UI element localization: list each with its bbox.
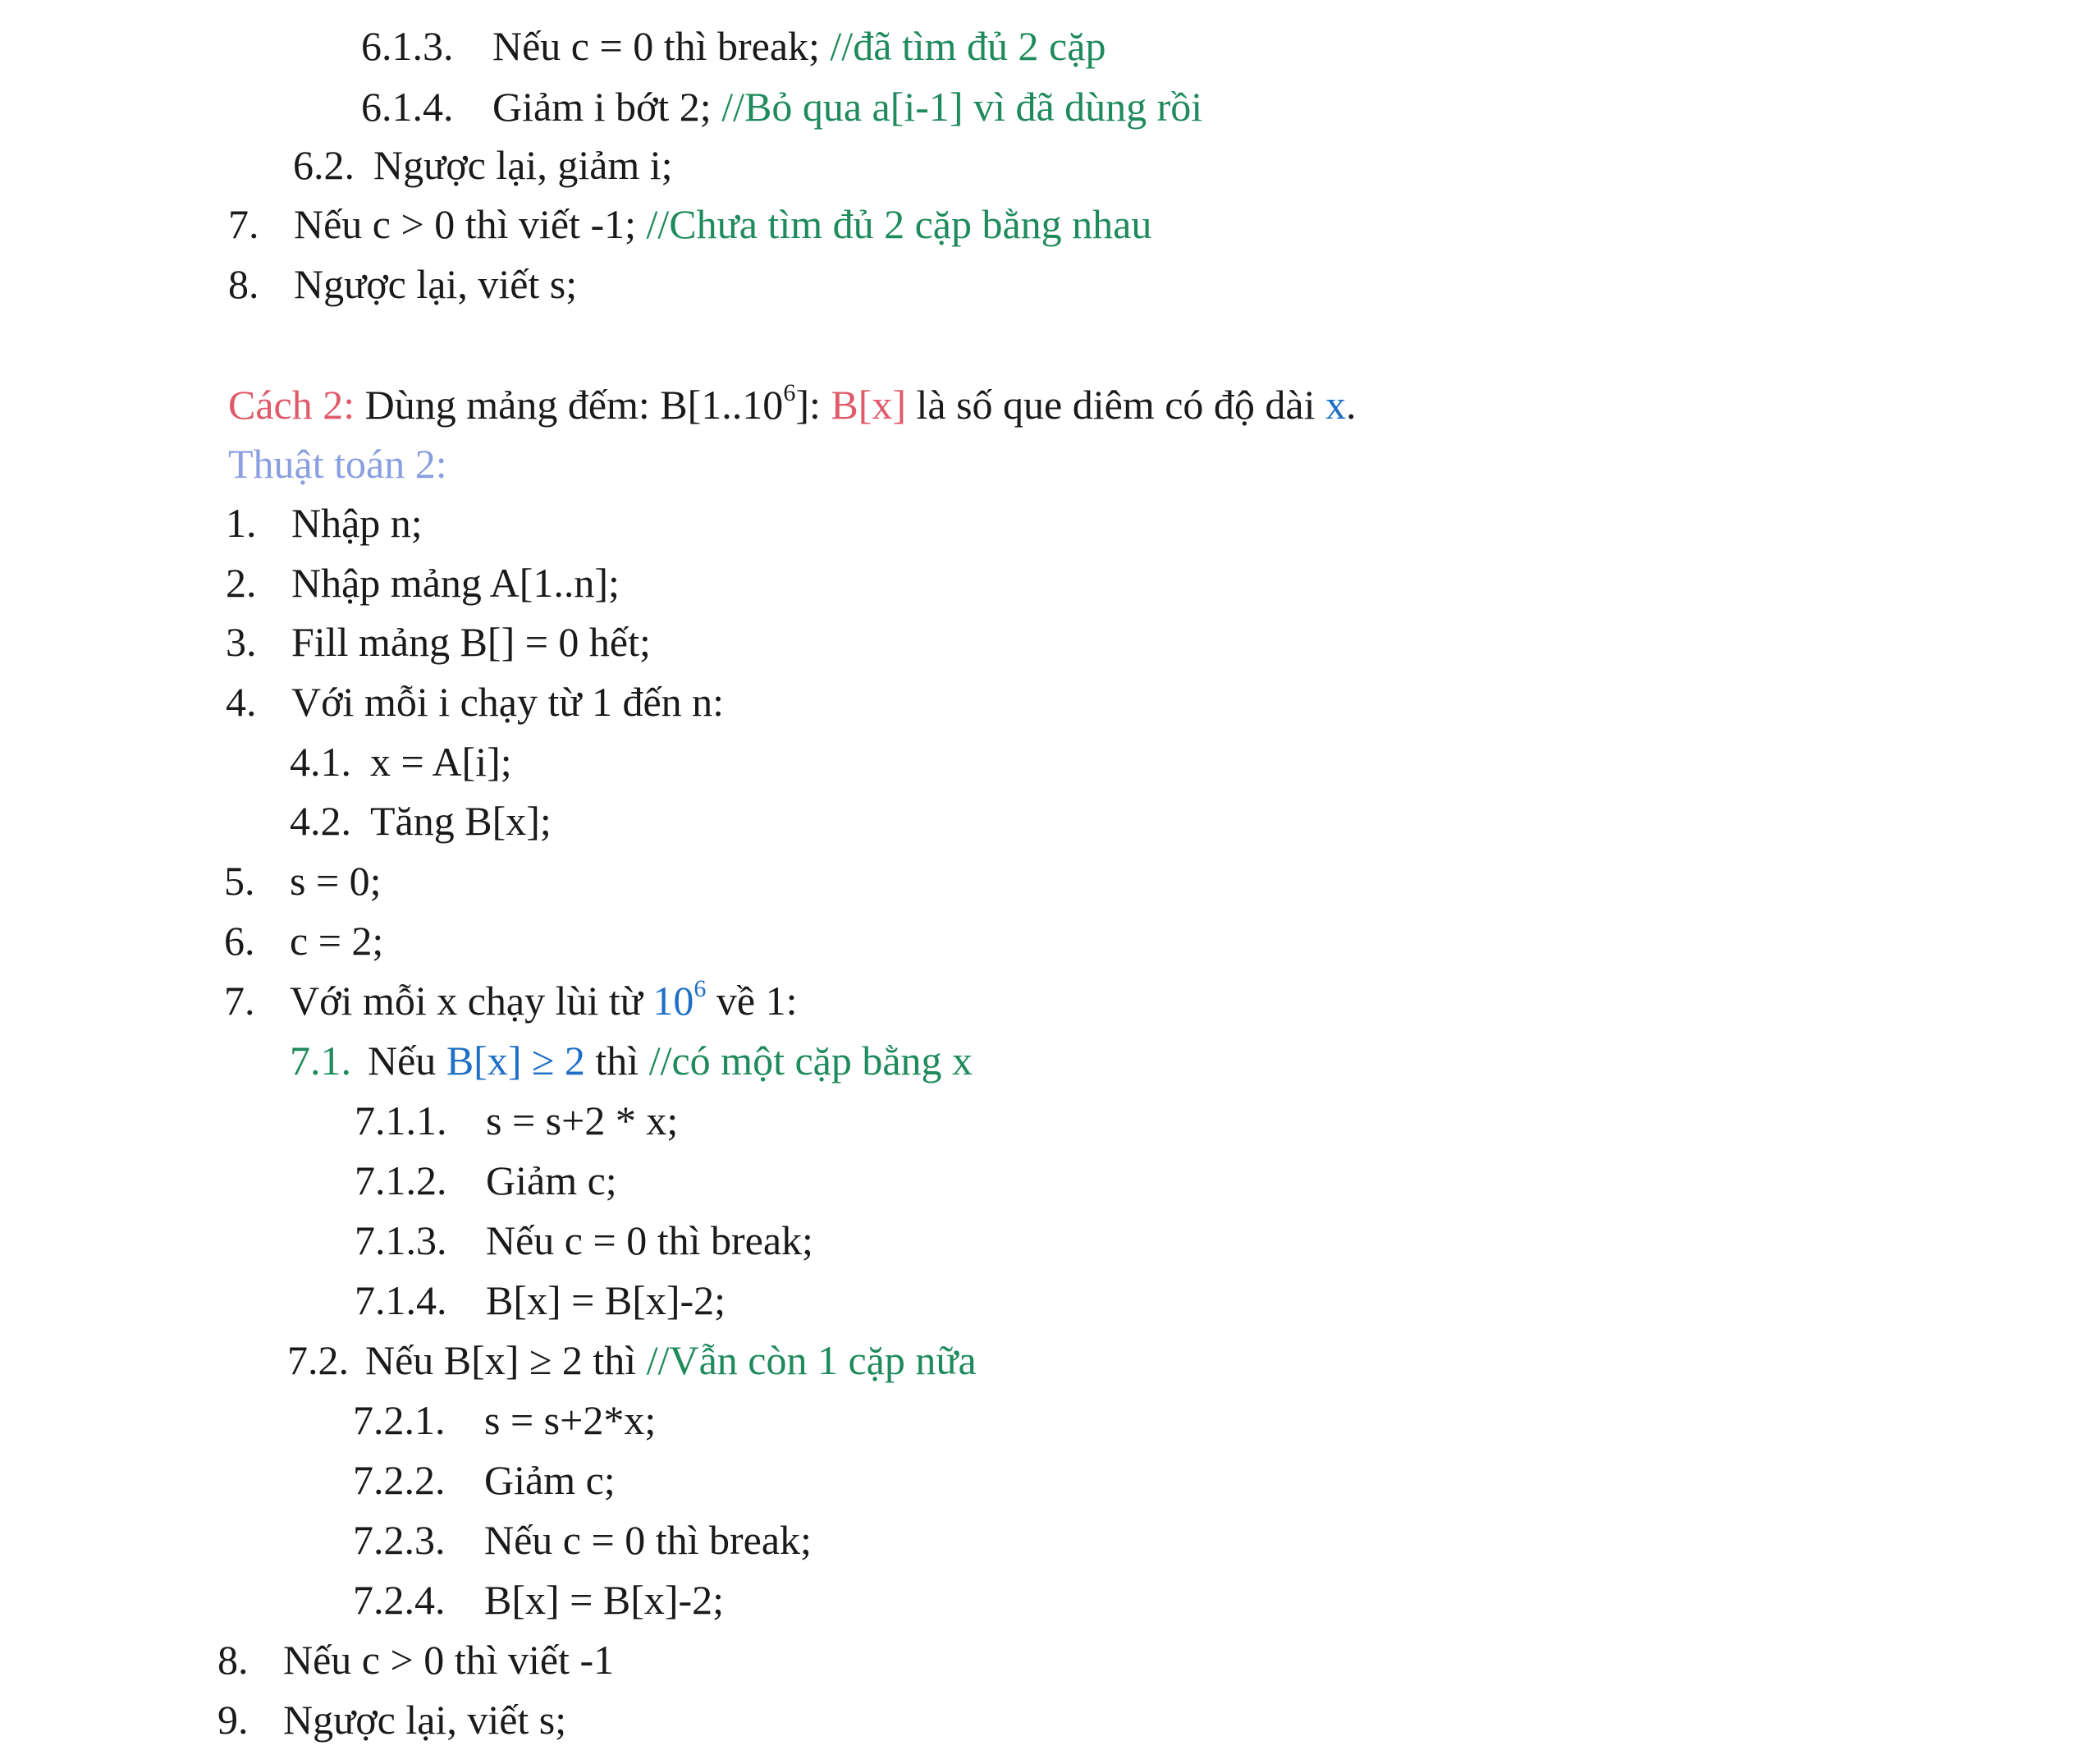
step-number: 5. xyxy=(224,858,255,904)
step-4-2 xyxy=(290,796,552,845)
step-7-2 xyxy=(287,1336,977,1385)
step-text: B[x] = B[x]-2; xyxy=(486,1277,726,1323)
step-number: 4.1. xyxy=(290,739,351,785)
step-text: Nhập mảng A[1..n]; xyxy=(291,560,620,606)
step-number: 2. xyxy=(226,560,257,606)
step-text: Nếu c > 0 thì viết -1 xyxy=(283,1637,615,1683)
step-text: Giảm i bớt 2; xyxy=(492,84,712,130)
step-1 xyxy=(226,498,423,548)
step-text: s = s+2*x; xyxy=(484,1397,657,1443)
step-9 xyxy=(217,1695,566,1744)
step-number: 4.2. xyxy=(290,798,351,844)
step-text: Tăng B[x]; xyxy=(370,798,552,844)
period: . xyxy=(1346,382,1357,428)
method-2-text-b: ]: xyxy=(795,382,821,428)
step-text-a: Với mỗi x chạy lùi từ xyxy=(290,978,643,1024)
step-text: s = s+2 * x; xyxy=(486,1097,679,1143)
exponent: 6 xyxy=(783,379,796,407)
method-2-text-a: Dùng mảng đếm: B[1..10 xyxy=(364,382,784,428)
comment: //có một cặp bằng x xyxy=(648,1038,973,1084)
power-of-ten xyxy=(652,975,707,1024)
step-number: 3. xyxy=(226,619,257,665)
step-6 xyxy=(224,916,383,965)
step-text: Nếu B[x] ≥ 2 thì xyxy=(365,1337,637,1383)
step-8 xyxy=(217,1635,614,1684)
step-condition: B[x] ≥ 2 xyxy=(446,1038,585,1084)
comment: //Bỏ qua a[i-1] vì đã dùng rồi xyxy=(721,84,1203,130)
step-7 xyxy=(224,976,797,1025)
step-text: Nhập n; xyxy=(291,500,423,546)
method-2-text-c: là số que diêm có độ dài xyxy=(916,382,1316,428)
step-text: Ngược lại, giảm i; xyxy=(373,142,673,188)
step-5 xyxy=(224,856,382,905)
step-7-2-2 xyxy=(353,1455,616,1505)
step-text: Với mỗi i chạy từ 1 đến n: xyxy=(291,679,725,725)
comment: //đã tìm đủ 2 cặp xyxy=(830,23,1106,69)
step-7-1-4 xyxy=(355,1276,726,1325)
step-text: Ngược lại, viết s; xyxy=(294,261,578,307)
step-number: 1. xyxy=(226,500,257,546)
step-number: 9. xyxy=(217,1697,249,1743)
step-text: Nếu c > 0 thì viết -1; xyxy=(294,201,636,247)
comment: //Chưa tìm đủ 2 cặp bằng nhau xyxy=(646,201,1152,247)
method-2-description xyxy=(228,380,1357,429)
step-number: 4. xyxy=(226,679,257,725)
power-exponent: 6 xyxy=(694,975,707,1003)
step-text-b: về 1: xyxy=(716,978,798,1024)
step-number: 6.2. xyxy=(293,142,355,188)
method-2-label: Cách 2: xyxy=(228,382,355,428)
step-text: Ngược lại, viết s; xyxy=(283,1697,567,1743)
step-7-2-3 xyxy=(353,1515,812,1565)
step-text: x = A[i]; xyxy=(370,739,512,785)
step-text: Giảm c; xyxy=(486,1157,617,1203)
step-number: 7.1.1. xyxy=(355,1097,447,1143)
step-7-1-1 xyxy=(355,1096,678,1145)
step-6-1-3 xyxy=(361,21,1106,71)
step-text: B[x] = B[x]-2; xyxy=(484,1577,725,1623)
step-7-1-3 xyxy=(355,1216,813,1265)
step-number: 7.1.2. xyxy=(355,1157,447,1203)
array-ref: B[x] xyxy=(831,382,907,428)
step-number: 7. xyxy=(224,978,255,1024)
step-number: 7.1. xyxy=(290,1038,351,1084)
step-number: 7.2.3. xyxy=(353,1517,446,1563)
step-2 xyxy=(226,558,620,607)
step-7-2-4 xyxy=(353,1575,724,1624)
step-7-method1 xyxy=(228,199,1151,249)
step-text: c = 2; xyxy=(290,918,384,964)
step-6-2 xyxy=(293,140,673,190)
step-text: Fill mảng B[] = 0 hết; xyxy=(291,619,651,665)
step-4-1 xyxy=(290,737,512,786)
step-number: 7.2.4. xyxy=(353,1577,446,1623)
step-then: thì xyxy=(595,1038,639,1084)
comment: //Vẫn còn 1 cặp nữa xyxy=(646,1337,977,1383)
step-7-1 xyxy=(290,1036,973,1085)
step-number: 6.1.3. xyxy=(361,23,454,69)
step-3 xyxy=(226,617,651,667)
step-number: 8. xyxy=(217,1637,249,1683)
step-7-2-1 xyxy=(353,1395,656,1445)
power-base: 10 xyxy=(652,978,694,1024)
step-number: 7.2.1. xyxy=(353,1397,446,1443)
step-7-1-2 xyxy=(355,1156,617,1205)
step-number: 7.1.3. xyxy=(355,1217,447,1263)
step-number: 7.1.4. xyxy=(355,1277,447,1323)
step-number: 7.2.2. xyxy=(353,1457,446,1503)
step-text: Nếu c = 0 thì break; xyxy=(486,1217,813,1263)
step-text: Nếu c = 0 thì break; xyxy=(484,1517,812,1563)
step-number: 8. xyxy=(228,261,259,307)
step-8-method1 xyxy=(228,259,577,309)
step-text: Giảm c; xyxy=(484,1457,616,1503)
variable-x: x xyxy=(1325,382,1347,428)
algorithm-2-heading: Thuật toán 2: xyxy=(228,441,447,487)
step-if: Nếu xyxy=(368,1038,437,1084)
step-4 xyxy=(226,677,724,726)
step-text: Nếu c = 0 thì break; xyxy=(492,23,820,69)
step-number: 7.2. xyxy=(287,1337,349,1383)
step-number: 7. xyxy=(228,201,259,247)
step-text: s = 0; xyxy=(290,858,382,904)
step-number: 6. xyxy=(224,918,255,964)
step-number: 6.1.4. xyxy=(361,84,454,130)
step-6-1-4 xyxy=(361,82,1202,131)
